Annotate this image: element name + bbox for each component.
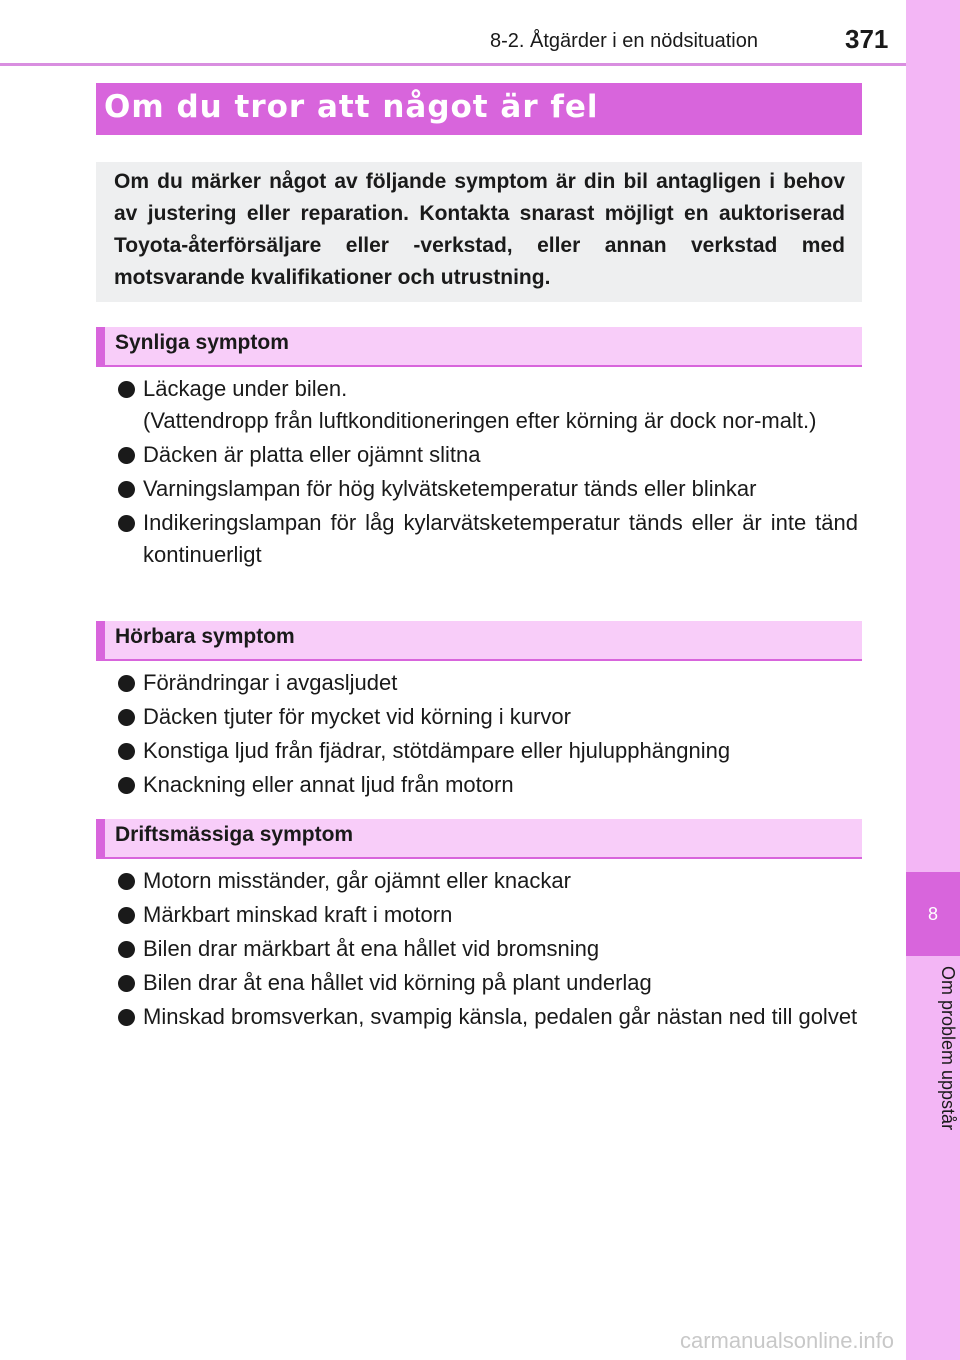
list-item [118,967,858,999]
header-divider [0,63,906,66]
list-item-text: Bilen drar åt ena hållet vid körning på plant underlag [143,970,652,995]
section-heading-visible [96,327,862,365]
page-title-bar [96,83,862,135]
list-item-text: Förändringar i avgasljudet [143,670,398,695]
bullet-icon [118,709,135,726]
list-item [118,439,858,471]
visible-symptoms-list [118,373,858,573]
page-number: 371 [845,24,889,54]
bullet-icon [118,975,135,992]
list-item [118,769,858,801]
list-item-text: Minskad bromsverkan, svampig känsla, pedalen går nästan ned till golvet [143,1004,858,1029]
bullet-icon [118,777,135,794]
list-item [118,1001,858,1033]
list-item [118,507,858,571]
page-title: Om du tror att något är fel [104,89,599,125]
list-item [118,865,858,897]
list-item-text: Konstiga ljud från fjädrar, stötdämpare eller hjulupphängning [143,738,731,763]
section-heading-operational [96,819,862,857]
bullet-icon [118,1009,135,1026]
list-item-text: Däcken tjuter för mycket vid körning i kurvor [143,704,571,729]
bullet-icon [118,447,135,464]
page-header [0,0,906,66]
list-item [118,473,858,505]
list-item [118,373,858,437]
list-item-text: Motorn misständer, går ojämnt eller knackar [143,868,571,893]
section-heading-text: Driftsmässiga symptom [115,823,354,846]
section-heading-audible [96,621,862,659]
intro-box [96,162,862,302]
audible-symptoms-list [118,667,858,803]
bullet-icon [118,743,135,760]
list-item [118,933,858,965]
bullet-icon [118,481,135,498]
list-item-text: Däcken är platta eller ojämnt slitna [143,442,481,467]
watermark-text: carmanualsonline.info [680,1328,895,1353]
list-item-text: Bilen drar märkbart åt ena hållet vid bromsning [143,936,600,961]
section-reference: 8-2. Åtgärder i en nödsituation [490,30,758,52]
bullet-icon [118,941,135,958]
section-heading-text: Synliga symptom [115,331,289,354]
list-item-text: Varningslampan för hög kylvätsketemperatur tänds eller blinkar [143,476,757,501]
list-item-note: (Vattendropp från luftkonditioneringen efter körning är dock nor-malt.) [143,408,817,433]
intro-text: Om du märker något av följande symptom är din bil antagligen i behov av justering eller reparation. Kontakta snarast möjligt en auktoriserad Toyota-återförsäljare eller -verkstad, eller annan verkstad med motsvarande kvalifikationer och utrustning. [114,170,845,289]
bullet-icon [118,675,135,692]
bullet-icon [118,907,135,924]
list-item-text: Märkbart minskad kraft i motorn [143,902,453,927]
operational-symptoms-list [118,865,858,1035]
list-item [118,735,858,767]
list-item [118,899,858,931]
section-heading-text: Hörbara symptom [115,625,295,648]
chapter-number-tab: 8 [906,872,960,956]
list-item-text: Knackning eller annat ljud från motorn [143,772,514,797]
list-item-text: Indikeringslampan för låg kylarvätsketemperatur tänds eller är inte tänd kontinuerligt [143,510,858,567]
list-item [118,667,858,699]
chapter-title-vertical: Om problem uppstår [938,966,958,1131]
bullet-icon [118,515,135,532]
bullet-icon [118,381,135,398]
list-item-text: Läckage under bilen. [143,376,348,401]
bullet-icon [118,873,135,890]
list-item [118,701,858,733]
